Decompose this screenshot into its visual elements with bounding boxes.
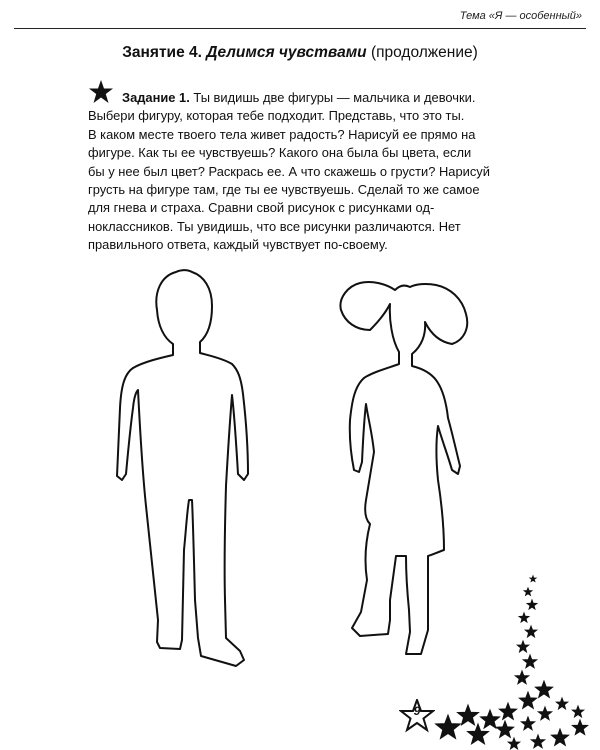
star-icon — [531, 735, 544, 748]
star-icon — [519, 692, 536, 708]
running-header: Тема «Я — особенный» — [459, 10, 582, 22]
task-line: бы у нее был цвет? Раскрась ее. А что скажешь о грусти? Нарисуй — [88, 163, 490, 179]
lesson-suffix: (продолжение) — [366, 44, 478, 61]
star-icon — [530, 576, 536, 581]
star-icon — [551, 729, 568, 745]
star-icon — [458, 705, 479, 725]
star-icon — [481, 710, 500, 728]
task-line: фигуре. Как ты ее чувствуешь? Какого она была бы цвета, если — [88, 145, 472, 161]
task-line: правильного ответа, каждый чувствует по-своему. — [88, 237, 388, 253]
star-icon — [499, 703, 516, 719]
star-icon — [535, 681, 552, 697]
lesson-name: Делимся чувствами — [206, 44, 367, 61]
star-icon — [525, 626, 536, 637]
star-icon — [572, 720, 587, 735]
star-icon — [436, 715, 461, 739]
task-line: для гнева и страха. Сравни свой рисунок с рисунками од- — [88, 200, 435, 216]
task-label: Задание 1. — [122, 90, 190, 105]
task-line: Задание 1. Ты видишь две фигуры — мальчика и девочки. — [122, 90, 476, 105]
task-line: грусть на фигуре там, где ты ее чувствуешь. Сделай то же самое — [88, 182, 480, 198]
star-icon — [515, 671, 528, 684]
lesson-number: Занятие 4. — [122, 44, 207, 61]
star-icon — [572, 706, 583, 717]
task-line: В каком месте твоего тела живет радость? Нарисуй ее прямо на — [88, 126, 476, 142]
star-icon — [519, 613, 529, 622]
star-icon — [556, 698, 567, 709]
task-line: ноклассников. Ты увидишь, что все рисунки различаются. Нет — [88, 218, 461, 234]
star-icon — [527, 600, 537, 609]
star-icon — [521, 717, 534, 730]
star-icon — [508, 738, 519, 749]
star-icon — [538, 707, 551, 720]
star-icon — [523, 655, 536, 668]
task-line: Выбери фигуру, которая тебе подходит. Представь, что это ты. — [88, 108, 465, 124]
page-number: 9 — [413, 704, 421, 718]
star-icon — [524, 588, 532, 595]
star-icon — [517, 641, 528, 652]
star-icon — [496, 721, 513, 737]
